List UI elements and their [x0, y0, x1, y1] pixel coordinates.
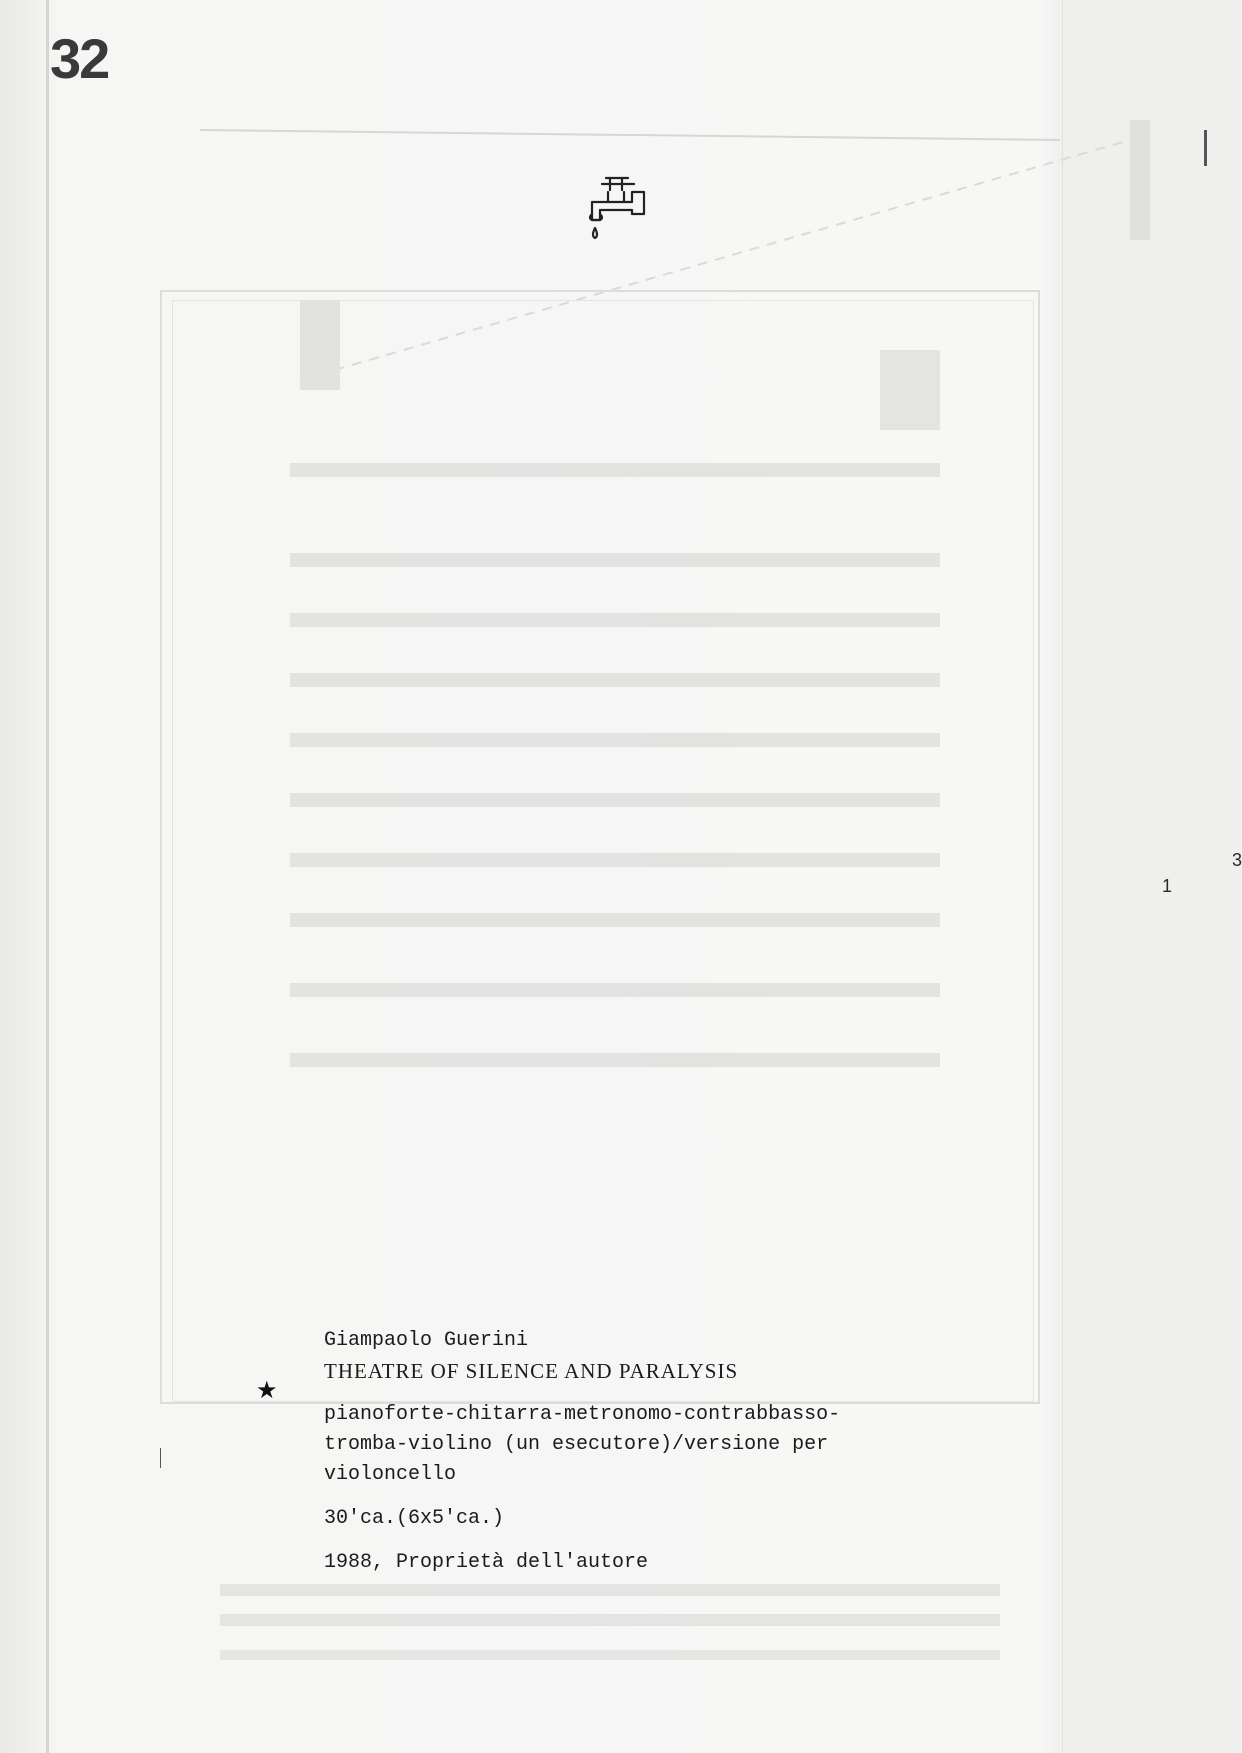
- credits-block: [324, 1326, 1044, 1578]
- instrumentation-line: tromba-violino (un esecutore)/versione per: [324, 1433, 829, 1456]
- duration: 30'ca.(6x5'ca.): [324, 1507, 505, 1530]
- star-icon: ★: [256, 1376, 278, 1404]
- work-title: THEATRE OF SILENCE AND PARALYSIS: [324, 1359, 739, 1383]
- instrumentation-line: pianoforte-chitarra-metronomo-contrabbasso-: [324, 1403, 841, 1426]
- year-rights: 1988, Proprietà dell'autore: [324, 1551, 649, 1574]
- page-number: 32: [50, 27, 109, 90]
- edge-tick: [1204, 130, 1207, 166]
- side-mark-one: 1: [1162, 876, 1173, 896]
- author-name: Giampaolo Guerini: [324, 1329, 529, 1352]
- show-through-frame-inner: [172, 300, 1034, 1402]
- instrumentation-line: violoncello: [324, 1463, 457, 1486]
- binding-edge: [46, 0, 49, 1753]
- edge-tick: [160, 1448, 161, 1468]
- adjacent-page-edge: [1062, 0, 1241, 1753]
- faucet-icon: [578, 172, 658, 258]
- side-mark-three: 3: [1232, 850, 1242, 870]
